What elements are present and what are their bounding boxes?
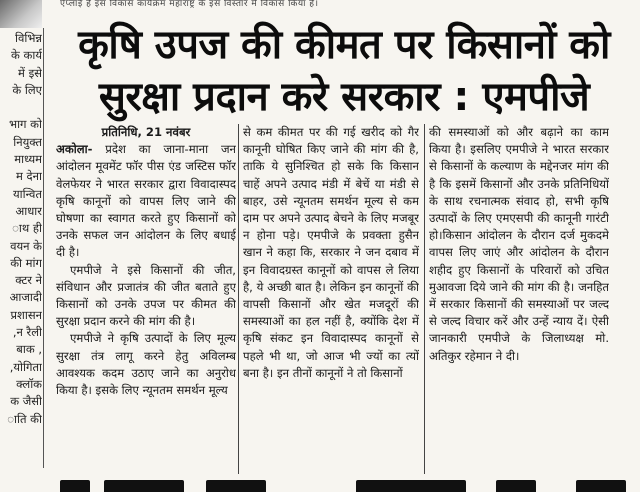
fragment-line: क्लॉक — [16, 376, 42, 391]
fragment-line: की मांग — [10, 255, 42, 270]
paragraph-text: प्रदेश का जाना-माना जन आंदोलन मूवमेंट फॉर पीस एंड जस्टिस फॉर वेलफेयर ने भारत सरकार द्वारा विवादास्पद कृषि कानूनों को वापस लिए जाने की घोषणा का स्वागत करते हुए किसानों को उनके सफल जन आंदोलन के लिए बधाई दी है। — [56, 142, 236, 260]
article-column-3 — [429, 124, 609, 474]
paragraph-text: एमपीजे ने इसे किसानों की जीत, संविधान और प्रजातंत्र की जीत बताते हुए किसानों को उनके उपज पर कीमत की सुरक्षा प्रदान करने की मांग की है। — [56, 262, 236, 329]
headline — [48, 18, 640, 122]
adjacent-photo-fragment — [0, 0, 42, 28]
fragment-line: प्रशासन — [10, 307, 42, 322]
article-column-1 — [56, 124, 236, 474]
fragment-line: नियुक्त — [13, 134, 42, 149]
fragment-line: क जैसी — [10, 394, 42, 409]
fragment-line: के लिए — [12, 82, 42, 97]
fragment-line: माध्यम — [14, 152, 42, 167]
paragraph — [56, 141, 236, 261]
article-column-2 — [243, 124, 419, 474]
fragment-line: ाथ ही — [12, 221, 42, 236]
fragment-line — [0, 99, 42, 116]
paragraph — [56, 330, 236, 399]
fragment-line: योगिता, — [9, 359, 42, 374]
fragment-line: आधार — [15, 203, 42, 218]
fragment-line: न रैली, — [12, 325, 42, 340]
paragraph: की समस्याओं को और बढ़ाने का काम किया है। इसलिए एमपीजे ने भारत सरकार से किसानों के कल्याण के मद्देनजर मांग की है कि इसमें किसानों और उनके प्रतिनिधियों के साथ रचनात्मक संवाद हो, सभी कृषि उत्पादों के लिए एमएसपी की कानूनी गारंटी हो।किसान आंदोलन के दौरान दर्ज मुकदमे वापस लिए जाएं और आंदोलन के दौरान शहीद हुए किसानों के परिवारों को उचित मुआवजा दिये जाने की मांग की है। जनहित में सरकार किसानों की समस्याओं पर जल्द से जल्द विचार करें और उन्हें न्याय दें। ऐसी जानकारी एमपीजे के जिलाध्यक्ष मो. अतिकुर रहेमान ने दी। — [429, 125, 609, 363]
column-divider — [424, 124, 425, 474]
top-cropped-text: ऐप्लाई है इस विकास कार्यक्रम महाराष्ट्र के इस विस्तार में विकास किया है। — [60, 0, 319, 9]
adjacent-column-fragment — [0, 30, 42, 470]
headline-line-2: सुरक्षा प्रदान करे सरकार : एमपीजे — [98, 74, 590, 120]
fragment-line: वयन के — [10, 238, 42, 253]
fragment-line: के कार्य — [11, 48, 42, 63]
fragment-line: में इसे — [18, 65, 42, 80]
fragment-line: क्टर ने — [15, 273, 42, 288]
fragment-line: आजादी — [9, 290, 42, 305]
fragment-line: ाति की — [7, 411, 42, 426]
fragment-line: विभिन्न — [15, 31, 42, 45]
byline: प्रतिनिधि, 21 नवंबर — [101, 125, 191, 139]
next-headline-fragment — [56, 476, 640, 492]
headline-line-1: कृषि उपज की कीमत पर किसानों को — [78, 22, 610, 68]
column-divider — [43, 28, 44, 468]
column-divider — [238, 124, 239, 474]
paragraph — [56, 262, 236, 331]
dateline: अकोला- — [56, 142, 93, 157]
fragment-line: यान्वित — [12, 186, 42, 201]
fragment-line: , बाक — [16, 342, 42, 357]
paragraph: से कम कीमत पर की गई खरीद को गैर कानूनी घोषित किए जाने की मांग की है, ताकि ये सुनिश्चित हो सके कि किसान चाहें अपने उत्पाद मंडी में बेचें या मंडी से बाहर, उसे न्यूनतम समर्थन मूल्य से कम दाम पर अपने उत्पाद बेचने के लिए मजबूर न होना पड़े। एमपीजे के प्रवक्ता हुसैन खान ने कहा कि, सरकार ने जन दबाव में इन विवादग्रस्त कानूनों को वापस ले लिया है, ये अच्छी बात है। लेकिन इन कानूनों की वापसी किसानों और खेत मजदूरों की समस्याओं का हल नहीं है, क्योंकि देश में कृषि संकट इन विवादास्पद कानूनों से पहले भी था, जो आज भी ज्यों का त्यों बना है। इन तीनों कानूनों ने तो किसानों — [243, 125, 419, 380]
fragment-line: भाग को — [8, 117, 42, 132]
paragraph-text: एमपीजे ने कृषि उत्पादों के लिए मूल्य सुरक्षा तंत्र लागू करने हेतु अविलम्ब आवश्यक कदम उठाए जाने का अनुरोध किया है। इसके लिए न्यूनतम समर्थन मूल्य — [56, 331, 236, 398]
fragment-line: म देना — [16, 169, 42, 184]
